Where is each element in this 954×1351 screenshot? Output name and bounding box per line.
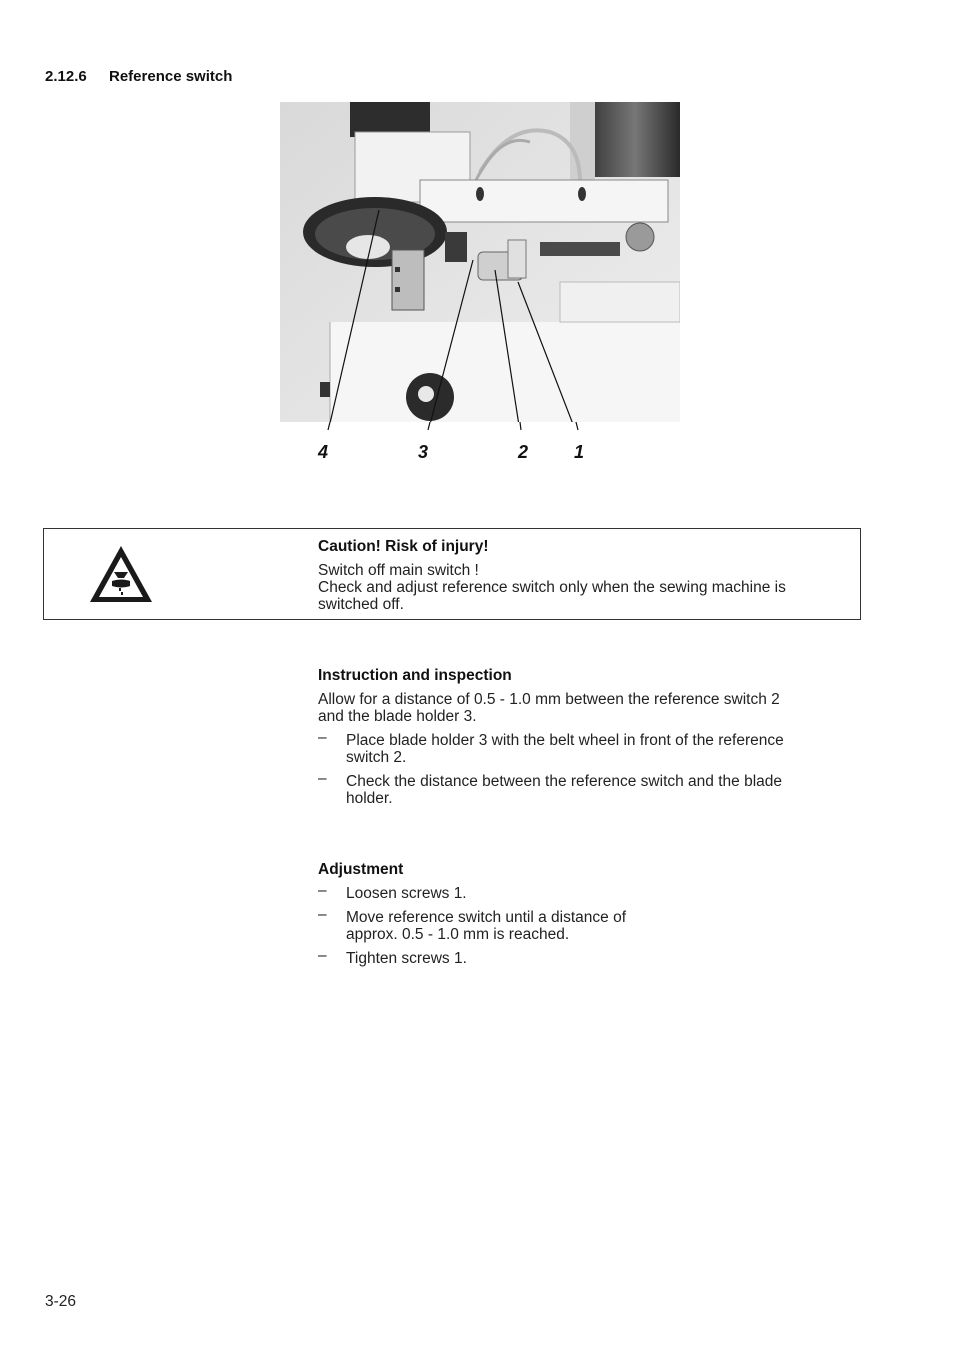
caution-line-3: switched off. (318, 596, 404, 613)
instruction-intro-2: and the blade holder 3. (318, 708, 477, 725)
list-item-line-1: Tighten screws 1. (346, 950, 467, 967)
list-item-line-2: approx. 0.5 - 1.0 mm is reached. (346, 926, 570, 943)
caution-line-1: Switch off main switch ! (318, 562, 479, 579)
caution-line-2: Check and adjust reference switch only when the sewing machine is (318, 579, 786, 596)
section-number: 2.12.6 (45, 68, 87, 85)
section-title: Reference switch (109, 68, 233, 85)
list-item-line-2: switch 2. (346, 749, 407, 766)
list-item (318, 882, 848, 902)
list-item-line-1: Place blade holder 3 with the belt wheel in front of the reference (346, 732, 784, 749)
section-heading (45, 68, 232, 85)
list-item-line-1: Check the distance between the reference switch and the blade (346, 773, 782, 790)
dash-bullet: – (318, 770, 327, 787)
hand-injury-warning-icon (88, 544, 154, 604)
callout-4: 4 (318, 442, 329, 462)
callout-2: 2 (518, 442, 529, 462)
callout-1: 1 (574, 442, 585, 462)
caution-title: Caution! Risk of injury! (318, 538, 489, 555)
list-item-line-2: holder. (346, 790, 393, 807)
callout-3: 3 (418, 442, 429, 462)
dash-bullet: – (318, 729, 327, 746)
list-item (318, 947, 848, 967)
adjustment-heading: Adjustment (318, 861, 404, 878)
page-number: 3-26 (45, 1293, 77, 1310)
list-item-line-1: Move reference switch until a distance of (346, 909, 626, 926)
instruction-heading: Instruction and inspection (318, 667, 512, 684)
dash-bullet: – (318, 947, 327, 964)
list-item (318, 906, 848, 943)
dash-bullet: – (318, 882, 327, 899)
instruction-intro-1: Allow for a distance of 0.5 - 1.0 mm between the reference switch 2 (318, 691, 780, 708)
list-item-line-1: Loosen screws 1. (346, 885, 467, 902)
list-item (318, 770, 848, 807)
dash-bullet: – (318, 906, 327, 923)
leader-lines (280, 422, 680, 434)
machine-photo (280, 102, 680, 422)
list-item (318, 729, 848, 766)
